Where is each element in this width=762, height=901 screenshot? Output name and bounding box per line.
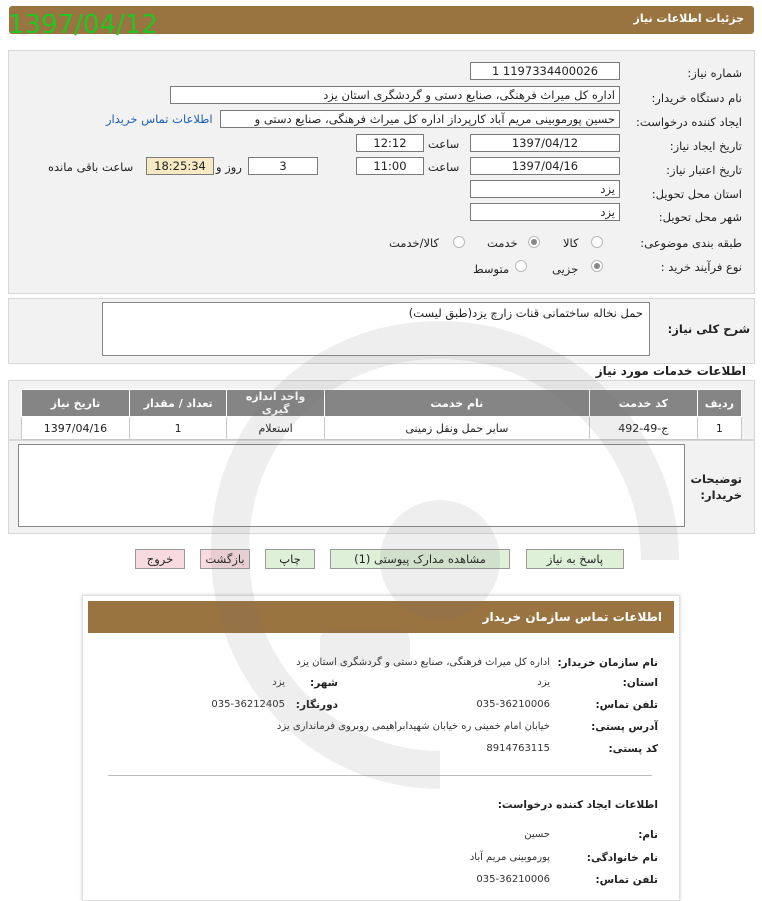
contact-province-label: استان:: [622, 677, 658, 689]
validity-date-label: تاریخ اعتبار نیاز:: [666, 163, 742, 177]
contact-phone-label: تلفن تماس:: [595, 699, 658, 711]
purchase-radio-minor[interactable]: [591, 260, 603, 272]
summary-label: شرح کلی نیاز:: [667, 322, 750, 336]
category-label: طبقه بندی موضوعی:: [640, 236, 742, 250]
contact-province-value: یزد: [537, 677, 550, 688]
postal-code-value: 8914763115: [486, 743, 550, 754]
attachments-button[interactable]: مشاهده مدارک پیوستی (1): [330, 549, 510, 569]
category-radio-service[interactable]: [528, 236, 540, 248]
validity-time-field: 11:00: [356, 157, 424, 175]
cell-service-code: ج-49-492: [589, 417, 697, 440]
province-label: استان محل تحویل:: [651, 187, 742, 201]
buyer-notes-textarea[interactable]: [18, 444, 685, 527]
category-option-goods: کالا: [563, 236, 579, 250]
validity-date-field: 1397/04/16: [470, 157, 620, 175]
creator-first-name-label: نام:: [638, 829, 658, 841]
purchase-option-minor: جزیی: [552, 262, 579, 276]
category-option-goods-service: کالا/خدمت: [389, 236, 440, 250]
contact-phone-value: 035-36210006: [476, 699, 550, 710]
summary-textarea[interactable]: حمل نخاله ساختمانی قنات زارچ یزد(طبق لیست): [102, 302, 650, 356]
validity-time-label: ساعت: [428, 160, 460, 174]
contact-fax-value: 035-36212405: [211, 699, 285, 710]
buyer-org-field: اداره کل میراث فرهنگی، صنایع دستی و گردشگری استان یزد: [170, 86, 620, 104]
created-time-label: ساعت: [428, 137, 460, 151]
creator-last-name-label: نام خانوادگی:: [586, 852, 658, 864]
cell-need-date: 1397/04/16: [22, 417, 130, 440]
creator-first-name-value: حسین: [524, 829, 550, 840]
buyer-notes-label-2: خریدار:: [700, 488, 742, 502]
contact-city-value: یزد: [272, 677, 285, 688]
creator-last-name-value: پورموبینی مریم آباد: [469, 852, 550, 863]
requester-field: حسین پورموبینی مریم آباد کارپرداز اداره کل میراث فرهنگی، صنایع دستی و: [220, 110, 620, 128]
contact-fax-label: دورنگار:: [295, 699, 338, 711]
category-option-service: خدمت: [487, 236, 518, 250]
postal-code-label: کد پستی:: [608, 743, 658, 755]
buyer-org-label: نام دستگاه خریدار:: [651, 91, 742, 105]
services-section-title: اطلاعات خدمات مورد نیاز: [595, 364, 746, 378]
created-date-field: 1397/04/12: [470, 134, 620, 152]
print-button[interactable]: چاپ: [265, 549, 315, 569]
page-title: جزئیات اطلاعات نیاز: [633, 12, 744, 25]
cell-row: 1: [697, 417, 741, 440]
need-number-label: شماره نیاز:: [687, 66, 742, 80]
cell-service-name: سایر حمل ونقل زمینی: [324, 417, 589, 440]
card-divider: [108, 775, 652, 776]
creator-phone-label: تلفن تماس:: [595, 874, 658, 886]
col-quantity: تعداد / مقدار: [129, 390, 226, 417]
col-service-code: کد خدمت: [589, 390, 697, 417]
back-button[interactable]: بازگشت: [200, 549, 250, 569]
col-service-name: نام خدمت: [324, 390, 589, 417]
purchase-option-medium: متوسط: [473, 262, 510, 276]
cell-quantity: 1: [129, 417, 226, 440]
created-time-field: 12:12: [356, 134, 424, 152]
col-need-date: تاریخ نیاز: [22, 390, 130, 417]
cell-unit: استعلام: [227, 417, 324, 440]
category-radio-goods-service[interactable]: [453, 236, 465, 248]
col-unit: واحد اندازه گیری: [227, 390, 324, 417]
province-field: یزد: [470, 180, 620, 198]
services-table: [21, 389, 742, 440]
days-remaining-field: 3: [248, 157, 318, 175]
time-remaining-field: 18:25:34: [146, 157, 214, 175]
contact-card-title: اطلاعات تماس سازمان خریدار: [482, 610, 662, 624]
date-stamp: 1397/04/12: [8, 10, 158, 40]
requester-label: ایجاد کننده درخواست:: [636, 115, 742, 129]
category-radio-goods[interactable]: [591, 236, 603, 248]
table-row: [22, 417, 742, 440]
city-label: شهر محل تحویل:: [658, 210, 742, 224]
org-name-label: نام سازمان خریدار:: [557, 657, 658, 669]
created-date-label: تاریخ ایجاد نیاز:: [669, 139, 742, 153]
buyer-notes-label-1: توضیحات: [690, 472, 742, 486]
remaining-label: ساعت باقی مانده: [48, 160, 134, 174]
exit-button[interactable]: خروج: [135, 549, 185, 569]
col-row: ردیف: [697, 390, 741, 417]
org-name-value: اداره کل میراث فرهنگی، صنایع دستی و گردشگری استان یزد: [296, 657, 550, 668]
city-field: یزد: [470, 203, 620, 221]
buyer-contact-link[interactable]: اطلاعات تماس خریدار: [106, 112, 213, 126]
address-label: آدرس پستی:: [591, 721, 658, 733]
creator-phone-value: 035-36210006: [476, 874, 550, 885]
purchase-radio-medium[interactable]: [515, 260, 527, 272]
respond-button[interactable]: پاسخ به نیاز: [526, 549, 624, 569]
creator-section-title: اطلاعات ایجاد کننده درخواست:: [497, 799, 658, 811]
services-table-header: [22, 390, 742, 417]
need-number-field: 1197334400026 1: [470, 62, 620, 80]
days-and-label: روز و: [216, 160, 242, 174]
purchase-type-label: نوع فرآیند خرید :: [660, 260, 742, 274]
contact-city-label: شهر:: [310, 677, 338, 689]
address-value: خیابان امام خمینی ره خیابان شهیدابراهیمی روبروی فرمانداری یزد: [276, 721, 550, 732]
